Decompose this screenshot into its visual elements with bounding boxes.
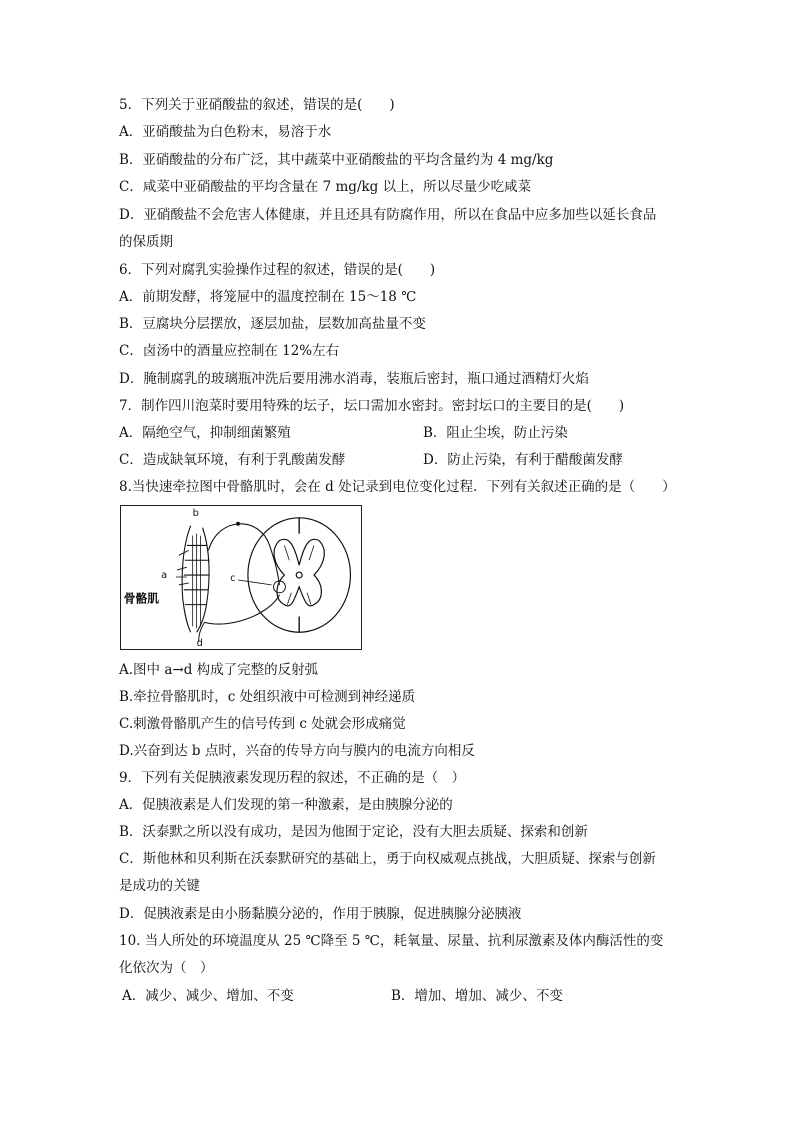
q10-option-a: A．减少、减少、增加、不变: [122, 988, 294, 1004]
label-d: d: [196, 638, 203, 649]
q5-option-b: B．亚硝酸盐的分布广泛，其中蔬菜中亚硝酸盐的平均含量约为 4 mg/kg: [119, 152, 554, 168]
afferent-nerve: [208, 524, 279, 585]
label-a: a: [161, 569, 168, 581]
q5-stem: 5．下列关于亚硝酸盐的叙述，错误的是( ): [119, 97, 395, 113]
q7-stem: 7．制作四川泡菜时要用特殊的坛子，坛口需加水密封。密封坛口的主要目的是( ): [119, 398, 625, 414]
q10-option-b: B．增加、增加、减少、不变: [391, 988, 563, 1004]
q6-option-d: D．腌制腐乳的玻璃瓶冲洗后要用沸水消毒，装瓶后密封，瓶口通过酒精灯火焰: [119, 371, 589, 387]
q8-option-d: D.兴奋到达 b 点时，兴奋的传导方向与膜内的电流方向相反: [119, 743, 475, 759]
q8-stem: 8.当快速牵拉图中骨骼肌时，会在 d 处记录到电位变化过程．下列有关叙述正确的是（ ）: [119, 479, 676, 495]
spinal-cord: [248, 518, 351, 632]
q7-option-d: D．防止污染，有利于醋酸菌发酵: [423, 452, 623, 468]
q9-option-a: A．促胰液素是人们发现的第一种激素，是由胰腺分泌的: [119, 797, 453, 813]
q5-option-d-line1: D．亚硝酸盐不会危害人体健康，并且还具有防腐作用，所以在食品中应多加些以延长食品: [119, 207, 657, 223]
label-muscle: 骨骼肌: [123, 591, 160, 606]
q5-option-d-line2: 的保质期: [119, 234, 173, 250]
q8-option-b: B.牵拉骨骼肌时，c 处组织液中可检测到神经递质: [119, 689, 416, 705]
q6-option-b: B．豆腐块分层摆放，逐层加盐，层数加高盐量不变: [119, 316, 426, 332]
q7-option-a: A．隔绝空气，抑制细菌繁殖: [119, 425, 291, 441]
q10-stem-line2: 化依次为（ ）: [119, 960, 214, 976]
q9-option-c-line1: C．斯他林和贝利斯在沃泰默研究的基础上，勇于向权威观点挑战，大胆质疑、探索与创新: [119, 851, 656, 867]
q6-option-c: C．卤汤中的酒量应控制在 12%左右: [119, 343, 340, 359]
label-c: c: [230, 572, 236, 584]
q5-option-a: A．亚硝酸盐为白色粉末，易溶于水: [119, 124, 332, 140]
q9-option-d: D．促胰液素是由小肠黏膜分泌的，作用于胰腺，促进胰腺分泌胰液: [119, 906, 522, 922]
ganglion-dot: [236, 522, 240, 526]
q7-option-c: C．造成缺氧环境，有利于乳酸菌发酵: [119, 452, 346, 468]
q5-option-c: C．咸菜中亚硝酸盐的平均含量在 7 mg/kg 以上，所以尽量少吃咸菜: [119, 179, 532, 195]
q9-stem: 9．下列有关促胰液素发现历程的叙述，不正确的是（ ）: [119, 770, 466, 786]
q10-stem-line1: 10. 当人所处的环境温度从 25 ℃降至 5 ℃，耗氧量、尿量、抗利尿激素及体内酶活性的变: [119, 933, 664, 949]
efferent-nerve: [205, 595, 280, 624]
q6-stem: 6．下列对腐乳实验操作过程的叙述，错误的是( ): [119, 262, 436, 278]
q6-option-a: A．前期发酵，将笼屉中的温度控制在 15～18 ℃: [119, 289, 417, 305]
reflex-arc-diagram: [121, 506, 361, 649]
label-b: b: [192, 507, 199, 519]
q9-option-b: B．沃泰默之所以没有成功，是因为他囿于定论，没有大胆去质疑、探索和创新: [119, 824, 588, 840]
reflex-arc-figure: [120, 505, 362, 650]
q9-option-c-line2: 是成功的关键: [119, 878, 200, 894]
muscle-bundle: [177, 526, 210, 633]
q8-option-a: A.图中 a→d 构成了完整的反射弧: [119, 662, 319, 678]
q8-option-c: C.刺激骨骼肌产生的信号传到 c 处就会形成痛觉: [119, 716, 406, 732]
q7-option-b: B．阻止尘埃，防止污染: [423, 425, 568, 441]
